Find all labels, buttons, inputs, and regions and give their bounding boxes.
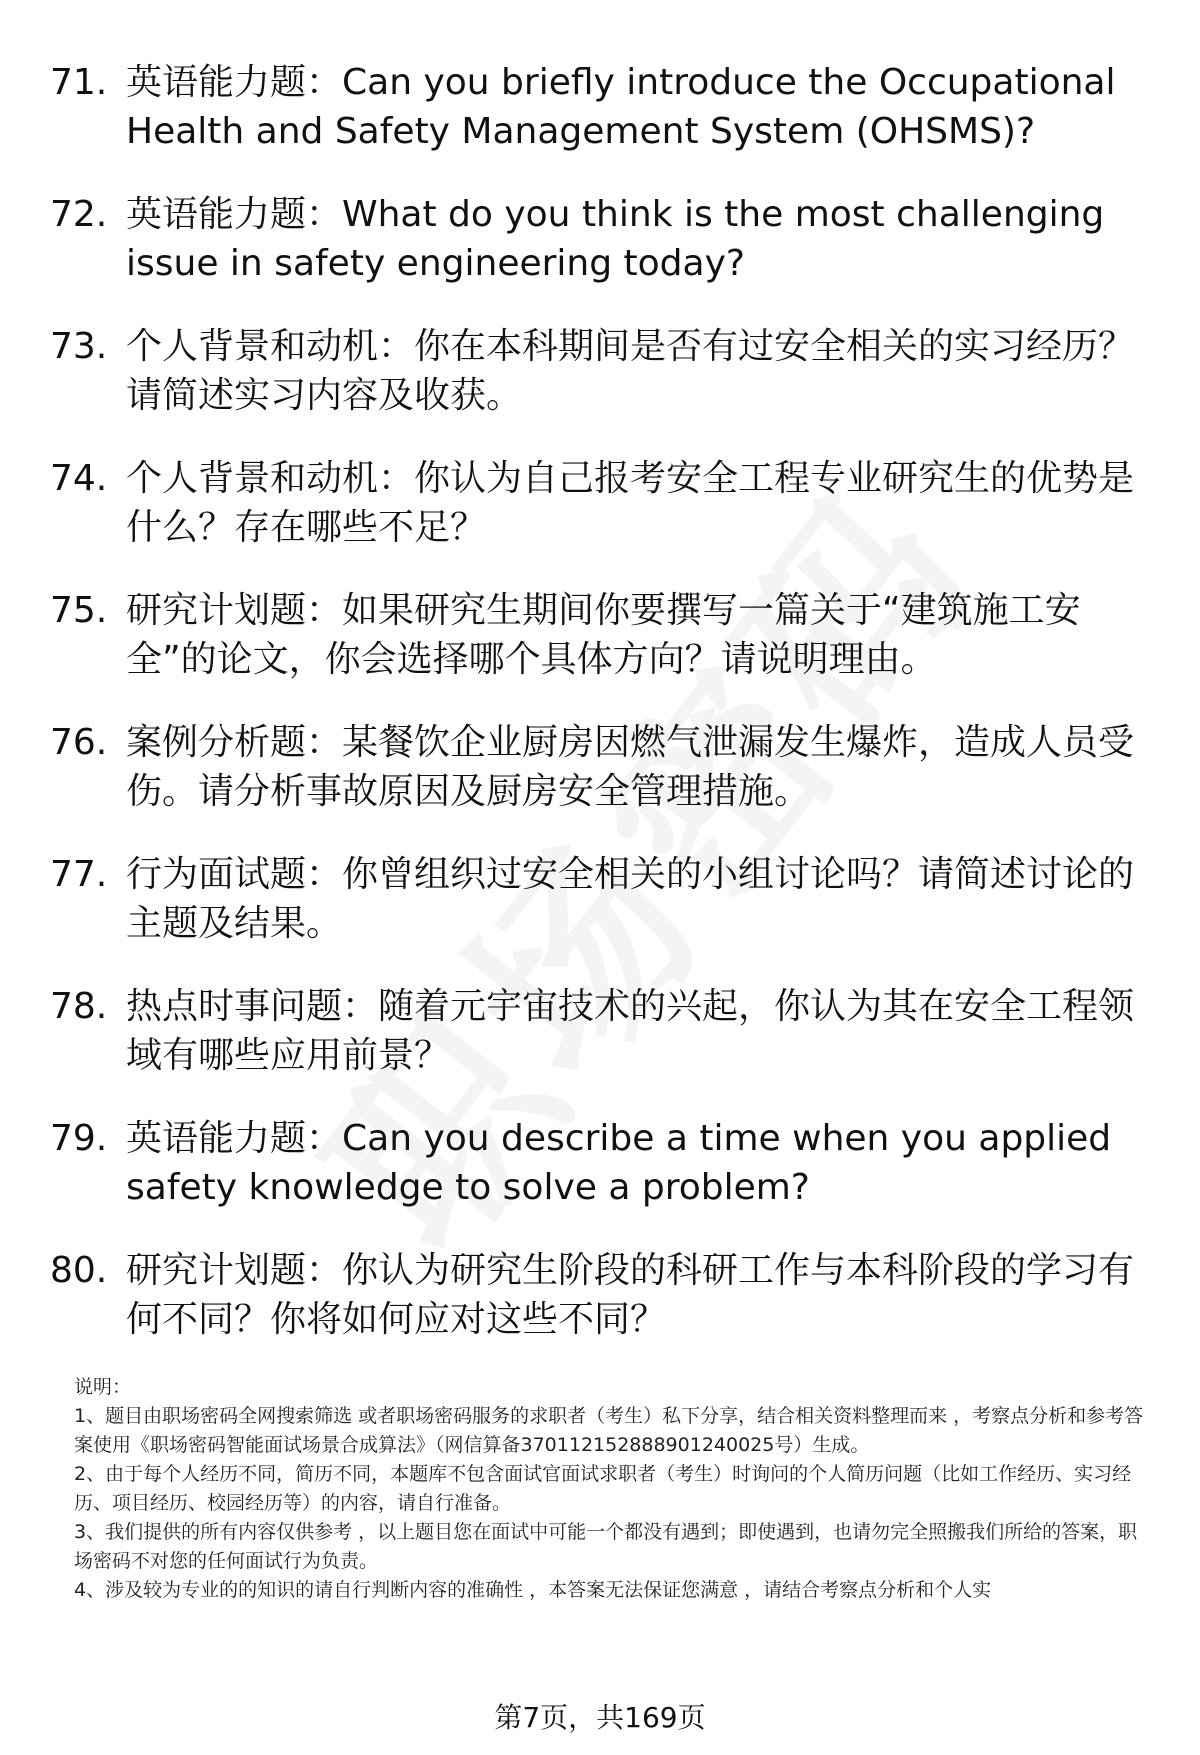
question-number: 80.: [50, 1250, 108, 1291]
question-text: 研究计划题：你认为研究生阶段的科研工作与本科阶段的学习有何不同？你将如何应对这些不同？: [126, 1250, 1135, 1340]
question-text: 英语能力题：What do you think is the most challenging issue in safety engineering today?: [126, 194, 1105, 284]
question-text: 英语能力题：Can you describe a time when you applied safety knowledge to solve a problem?: [126, 1118, 1112, 1208]
note-item: 4、涉及较为专业的的知识的请自行判断内容的准确性 ，本答案无法保证您满意 ，请结合考察点分析和个人实: [74, 1579, 992, 1601]
list-item: [50, 850, 1160, 948]
question-number: 72.: [50, 194, 108, 235]
question-list: [50, 58, 1160, 1378]
list-item: [50, 58, 1160, 156]
note-item: 2、由于每个人经历不同，简历不同，本题库不包含面试官面试求职者（考生）时询问的个人简历问题（比如工作经历、实习经历、项目经历、校园经历等）的内容，请自行准备。: [74, 1463, 1132, 1514]
list-item: [50, 1246, 1160, 1344]
list-item: [50, 454, 1160, 552]
note-item: 3、我们提供的所有内容仅供参考 ，以上题目您在面试中可能一个都没有遇到；即使遇到，也请勿完全照搬我们所给的答案，职场密码不对您的任何面试行为负责。: [74, 1521, 1138, 1572]
question-number: 73.: [50, 326, 108, 367]
notes-section: [74, 1373, 1154, 1605]
notes-heading: 说明：: [74, 1376, 132, 1398]
question-number: 74.: [50, 458, 108, 499]
question-text: 热点时事问题：随着元宇宙技术的兴起，你认为其在安全工程领域有哪些应用前景？: [126, 986, 1135, 1076]
question-text: 行为面试题：你曾组织过安全相关的小组讨论吗？请简述讨论的主题及结果。: [126, 854, 1135, 944]
question-text: 案例分析题：某餐饮企业厨房因燃气泄漏发生爆炸，造成人员受伤。请分析事故原因及厨房安全管理措施。: [126, 722, 1135, 812]
list-item: [50, 190, 1160, 288]
note-item: 1、题目由职场密码全网搜索筛选 或者职场密码服务的求职者（考生）私下分享，结合相关资料整理而来 ，考察点分析和参考答案使用《职场密码智能面试场景合成算法》（网信算备370112152888901240025号）生成。: [74, 1405, 1144, 1456]
list-item: [50, 718, 1160, 816]
question-number: 75.: [50, 590, 108, 631]
question-number: 79.: [50, 1118, 108, 1159]
question-number: 76.: [50, 722, 108, 763]
question-number: 78.: [50, 986, 108, 1027]
list-item: [50, 586, 1160, 684]
question-text: 英语能力题：Can you briefly introduce the Occupational Health and Safety Management System (OHSMS)?: [126, 62, 1116, 152]
question-text: 研究计划题：如果研究生期间你要撰写一篇关于“建筑施工安全”的论文，你会选择哪个具体方向？请说明理由。: [126, 590, 1081, 680]
list-item: [50, 1114, 1160, 1212]
question-number: 71.: [50, 62, 108, 103]
list-item: [50, 322, 1160, 420]
question-text: 个人背景和动机：你认为自己报考安全工程专业研究生的优势是什么？存在哪些不足？: [126, 458, 1135, 548]
page-number: 第7页，共169页: [494, 1701, 706, 1734]
list-item: [50, 982, 1160, 1080]
question-number: 77.: [50, 854, 108, 895]
question-text: 个人背景和动机：你在本科期间是否有过安全相关的实习经历？请简述实习内容及收获。: [126, 326, 1135, 416]
